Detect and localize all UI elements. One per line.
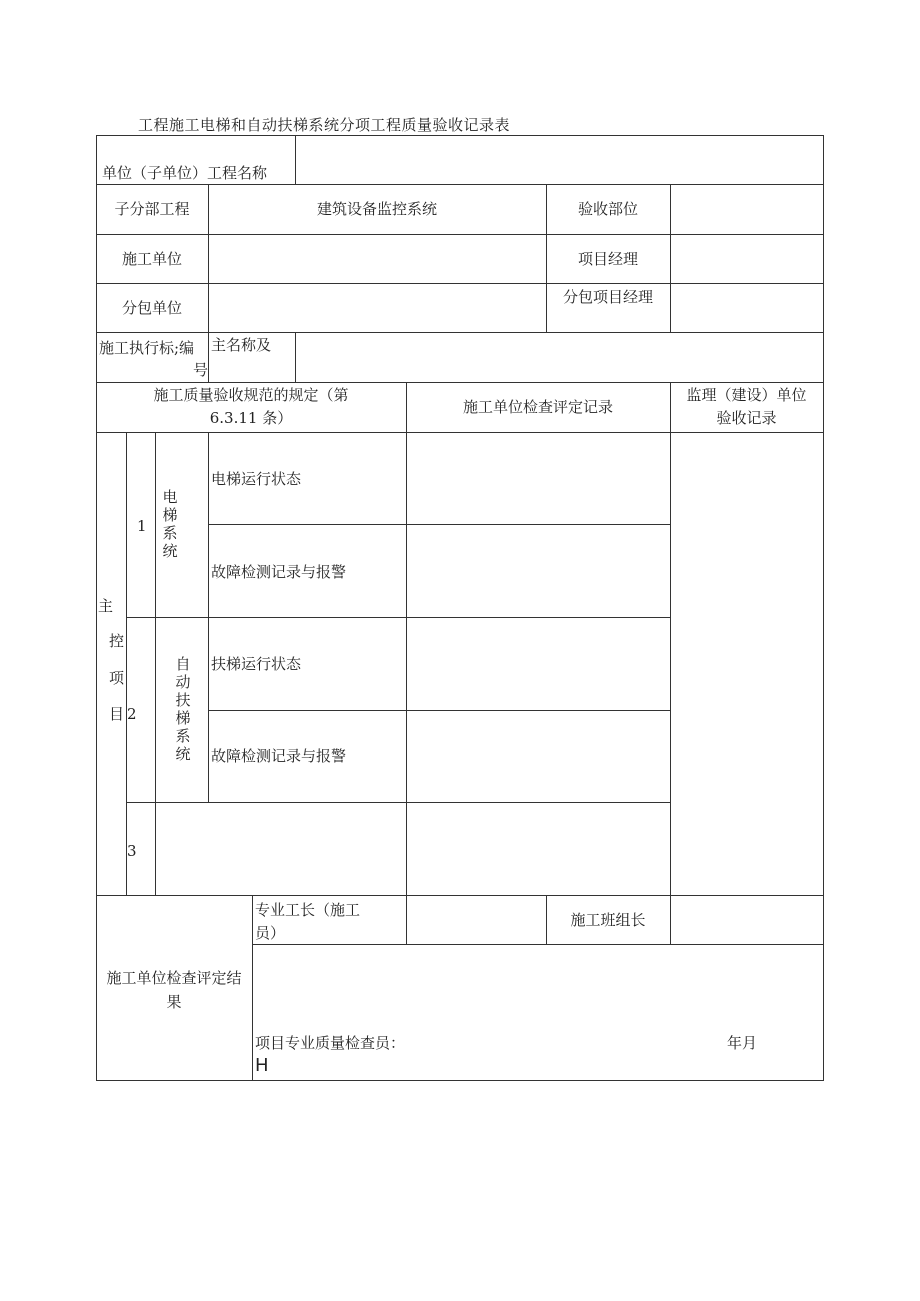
sub-project-value[interactable]: 建筑设备监控系统 (316, 200, 437, 218)
row-divider (252, 944, 824, 945)
sub-project-manager-label: 分包项目经理 (562, 288, 653, 306)
acceptance-part-label: 验收部位 (577, 200, 638, 218)
row-divider (96, 332, 824, 333)
row-divider (96, 283, 824, 284)
group-number: 3 (127, 842, 137, 860)
escalator-system-label: 自动扶梯系统 (175, 655, 191, 763)
row-divider (208, 524, 670, 525)
group-number: 2 (127, 705, 137, 723)
col-divider (670, 895, 671, 945)
main-control-label-2: 控 (109, 632, 125, 650)
col-divider (126, 432, 127, 896)
col-divider (252, 895, 253, 1081)
standard-label-end: 号 (193, 361, 209, 379)
col-divider (208, 332, 209, 383)
date-label: 年月 (727, 1034, 758, 1052)
spec-header-line2: 6.3.11 条） (209, 409, 293, 427)
check-item: 扶梯运行状态 (211, 655, 302, 673)
row-divider (208, 710, 670, 711)
subcontractor-label: 分包单位 (121, 299, 182, 317)
row-divider (96, 895, 824, 896)
sub-project-label: 子分部工程 (114, 200, 190, 218)
col-divider (670, 382, 671, 896)
row-divider (96, 184, 824, 185)
team-leader-label: 施工班组长 (570, 911, 646, 929)
check-item: 故障检测记录与报警 (211, 563, 347, 581)
inspector-label: 项目专业质量检查员： (255, 1034, 406, 1052)
contractor-check-header: 施工单位检查评定记录 (462, 398, 613, 416)
standard-label-cont: 主名称及 (211, 336, 272, 354)
result-label-line1: 施工单位检查评定结 (106, 969, 242, 987)
main-control-label-3: 项 (109, 669, 125, 687)
col-divider (406, 382, 407, 896)
result-label-line2: 果 (166, 993, 182, 1011)
foreman-label-line1: 专业工长（施工 (255, 901, 361, 919)
elevator-system-label: 电梯系统 (162, 488, 178, 560)
project-name-label: 单位（子单位）工程名称 (102, 164, 268, 182)
col-divider (406, 895, 407, 945)
supervisor-header-line1: 监理（建设）单位 (686, 386, 807, 404)
contractor-label: 施工单位 (121, 250, 182, 268)
spec-header-line1: 施工质量验收规范的规定（第 (153, 386, 349, 404)
col-divider (295, 135, 296, 185)
row-divider (96, 234, 824, 235)
main-control-label-1: 主 (98, 597, 114, 615)
check-item: 电梯运行状态 (211, 470, 302, 488)
group-number: 1 (137, 517, 147, 535)
day-mark: H (255, 1055, 269, 1076)
project-manager-label: 项目经理 (577, 250, 638, 268)
col-divider (670, 184, 671, 333)
main-control-label-4: 目 (109, 705, 125, 723)
row-divider (96, 432, 824, 433)
col-divider (208, 432, 209, 803)
row-divider (96, 382, 824, 383)
table-right-border (823, 135, 824, 1081)
col-divider (155, 432, 156, 896)
foreman-label-line2: 员） (255, 924, 286, 942)
document-title: 工程施工电梯和自动扶梯系统分项工程质量验收记录表 (138, 116, 511, 134)
table-left-border (96, 135, 97, 1081)
check-item: 故障检测记录与报警 (211, 747, 347, 765)
col-divider (295, 332, 296, 383)
table-top-border (96, 135, 824, 136)
supervisor-header-line2: 验收记录 (716, 409, 777, 427)
table-bottom-border (96, 1080, 824, 1081)
standard-label: 施工执行标;编 (99, 339, 195, 357)
